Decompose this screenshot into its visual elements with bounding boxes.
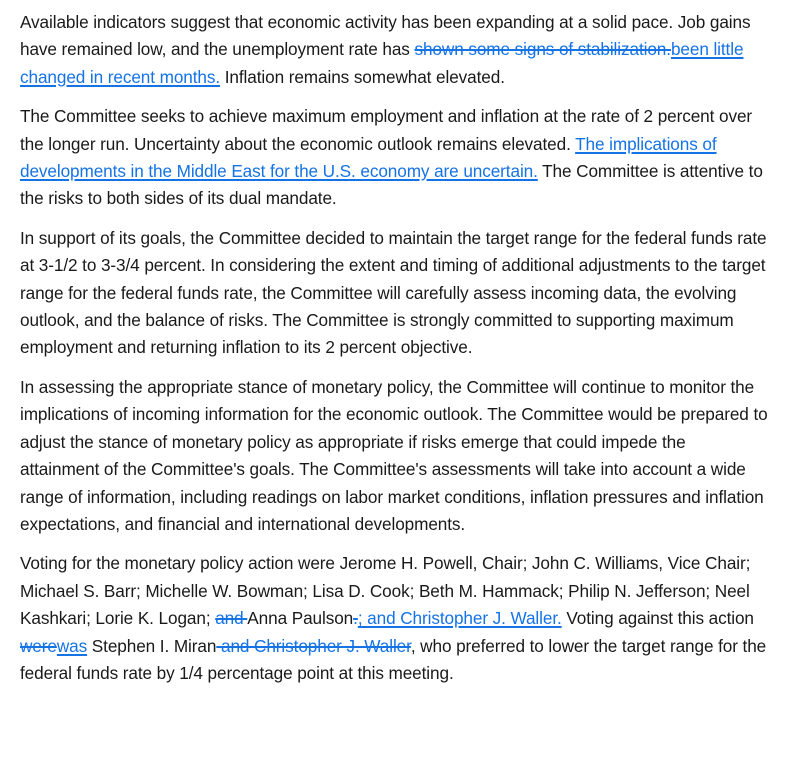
deleted-text: were <box>20 635 57 656</box>
unchanged-text: Inflation remains somewhat elevated. <box>220 66 505 87</box>
unchanged-text: In support of its goals, the Committee decided to maintain the target range for the federal funds rate at 3-1/2 to 3-3/4 percent. In considering the extent and timing of additional adjustments to the target range for the federal funds rate, the Committee will carefully assess incoming data, the evolving outlook, and the balance of risks. The Committee is strongly committed to supporting maximum employment and returning inflation to its 2 percent objective. <box>20 227 767 358</box>
unchanged-text: In assessing the appropriate stance of monetary policy, the Committee will continue to monitor the implications of incoming information for the economic outlook. The Committee would be prepared to adjust the stance of monetary policy as appropriate if risks emerge that could impede the attainment of the Committee's goals. The Committee's assessments will take into account a wide range of information, including readings on labor market conditions, inflation pressures and inflation expectations, and financial and international developments. <box>20 376 768 534</box>
deleted-text: and Christopher J. Waller <box>216 635 411 656</box>
deleted-text: shown some signs of stabilization. <box>414 39 671 60</box>
unchanged-text: The Committee is attentive to the risks to both sides of its dual mandate. <box>20 161 763 209</box>
inserted-text: been little changed in recent months. <box>20 39 744 87</box>
unchanged-text: , who preferred to lower the target range for the federal funds rate by 1/4 percentage point at this meeting. <box>20 635 767 683</box>
unchanged-text: Anna Paulson <box>247 608 354 629</box>
unchanged-text: The Committee seeks to achieve maximum employment and inflation at the rate of 2 percent over the longer run. Uncertainty about the economic outlook remains elevated. <box>20 106 753 154</box>
paragraph-p5 <box>20 550 768 687</box>
inserted-text: The implications of developments in the Middle East for the U.S. economy are uncertain. <box>20 133 717 182</box>
paragraph-p2 <box>20 103 768 213</box>
inserted-text: ; and Christopher J. Waller. <box>357 608 562 629</box>
deleted-text: . <box>353 608 358 629</box>
unchanged-text: Stephen I. Miran <box>87 635 217 656</box>
paragraph-p3 <box>20 225 768 362</box>
deleted-text: and <box>215 608 248 629</box>
unchanged-text: Voting for the monetary policy action were Jerome H. Powell, Chair; John C. Williams, Vice Chair; Michael S. Barr; Michelle W. Bowman; Lisa D. Cook; Beth M. Hammack; Philip N. Jefferson; Neel Kashkari; Lorie K. Logan; <box>20 553 751 629</box>
paragraph-p1 <box>20 9 768 91</box>
unchanged-text: Voting against this action <box>561 608 754 629</box>
unchanged-text: Available indicators suggest that economic activity has been expanding at a solid pace. Job gains have remained low, and the unemployment rate has <box>20 12 751 60</box>
paragraph-p4 <box>20 374 768 538</box>
inserted-text: was <box>56 635 88 656</box>
